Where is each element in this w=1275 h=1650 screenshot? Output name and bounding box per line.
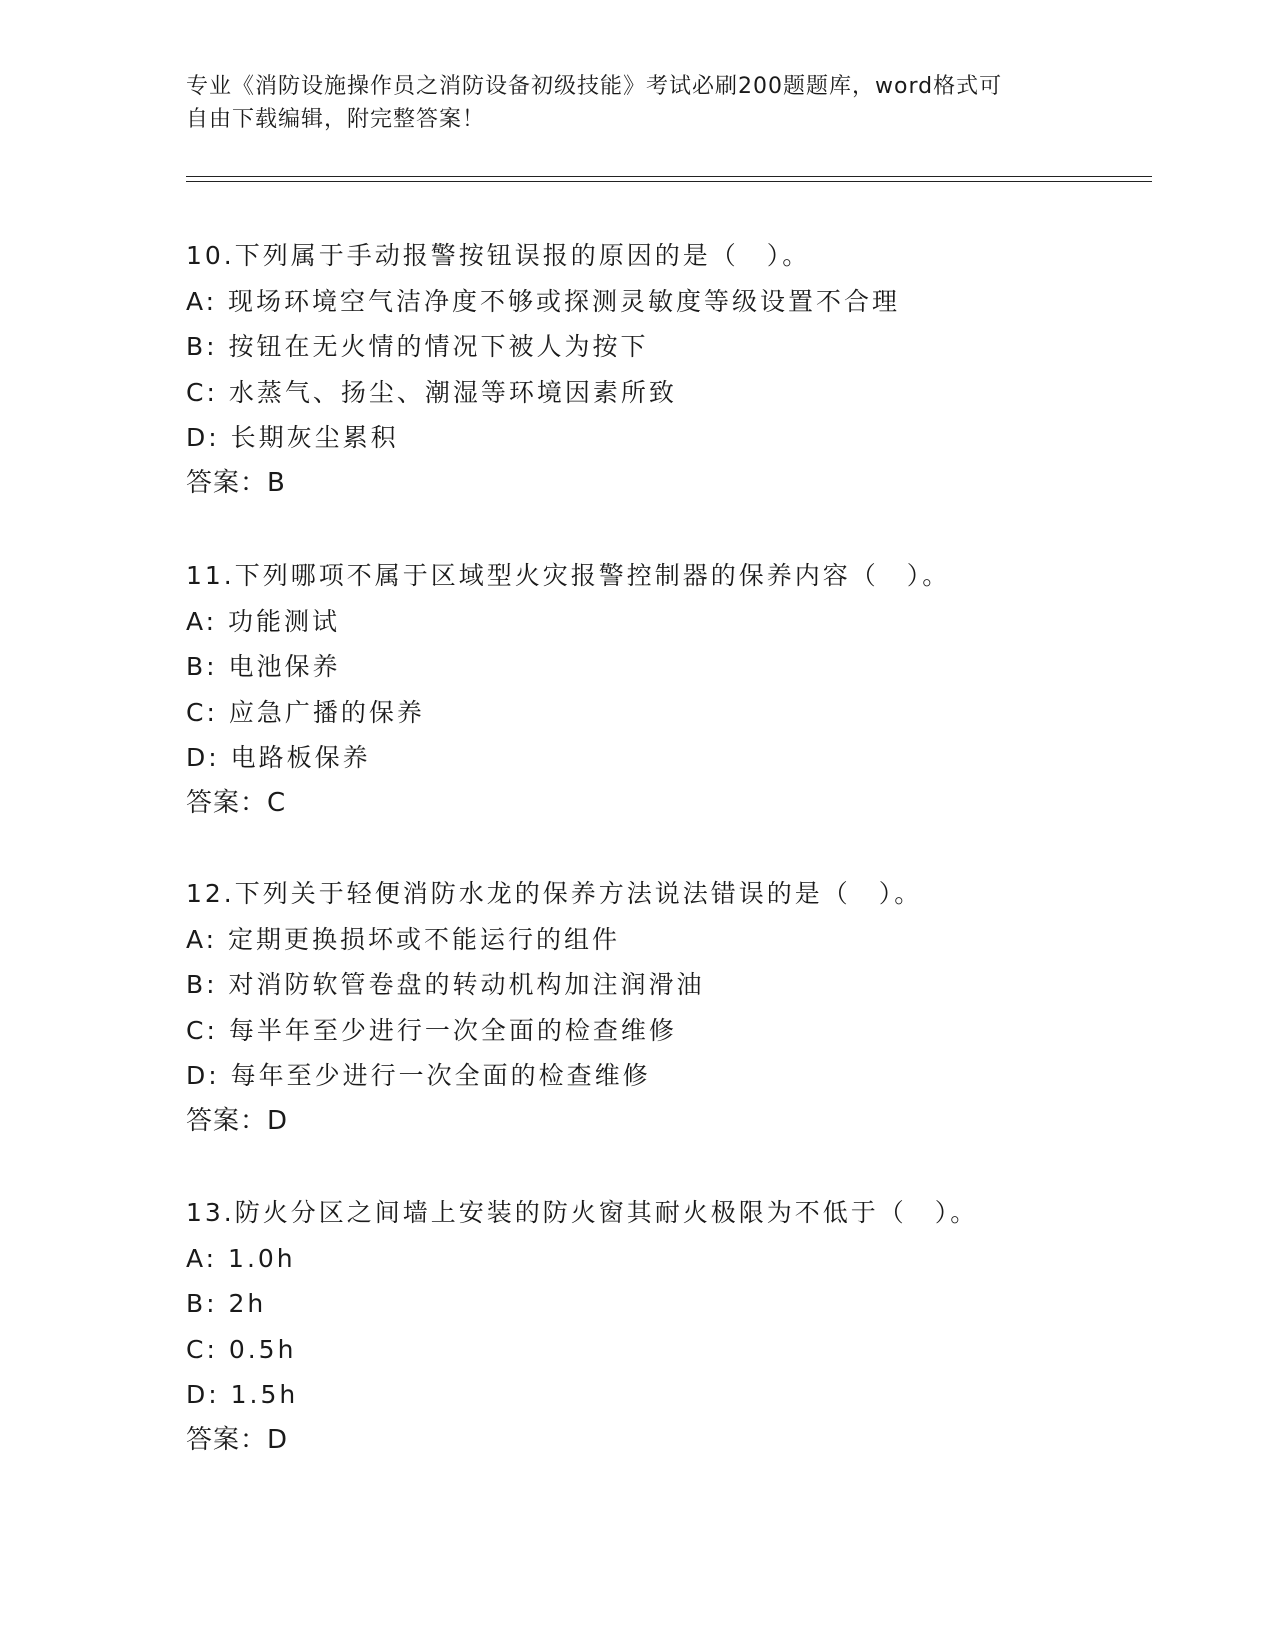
answer-line bbox=[186, 1099, 1146, 1145]
answer-label: 答案： bbox=[186, 1424, 268, 1455]
answer-label: 答案： bbox=[186, 787, 268, 818]
document-header bbox=[186, 70, 1066, 136]
option-c: C: 每半年至少进行一次全面的检查维修 bbox=[186, 1015, 677, 1045]
answer-value: D bbox=[267, 1105, 288, 1136]
question-stem: 13.防火分区之间墙上安装的防火窗其耐火极限为不低于（ ）。 bbox=[186, 1198, 979, 1227]
answer-line bbox=[186, 781, 1146, 827]
option-b: B: 2h bbox=[186, 1289, 267, 1318]
option-a: A: 功能测试 bbox=[186, 606, 341, 636]
option-c: C: 0.5h bbox=[186, 1334, 297, 1364]
option-a: A: 1.0h bbox=[186, 1243, 296, 1273]
option-d: D: 1.5h bbox=[186, 1380, 299, 1409]
answer-value: B bbox=[267, 467, 285, 498]
question-stem: 10.下列属于手动报警按钮误报的原因的是（ ）。 bbox=[186, 241, 811, 270]
option-b: B: 电池保养 bbox=[186, 652, 341, 681]
answer-value: C bbox=[267, 787, 286, 818]
option-c: C: 水蒸气、扬尘、潮湿等环境因素所致 bbox=[186, 377, 677, 407]
option-c: C: 应急广播的保养 bbox=[186, 697, 425, 727]
question-block-13 bbox=[186, 1190, 1146, 1463]
question-block-12 bbox=[186, 871, 1146, 1144]
option-d: D: 每年至少进行一次全面的检查维修 bbox=[186, 1061, 651, 1090]
question-block-11 bbox=[186, 553, 1146, 826]
option-b: B: 对消防软管卷盘的转动机构加注润滑油 bbox=[186, 970, 705, 999]
header-line-2: 自由下载编辑，附完整答案！ bbox=[186, 107, 486, 132]
option-b: B: 按钮在无火情的情况下被人为按下 bbox=[186, 332, 649, 361]
answer-line bbox=[186, 1418, 1146, 1464]
option-d: D: 长期灰尘累积 bbox=[186, 423, 399, 452]
question-stem: 11.下列哪项不属于区域型火灾报警控制器的保养内容（ ）。 bbox=[186, 561, 951, 590]
answer-value: D bbox=[267, 1424, 288, 1455]
question-block-10 bbox=[186, 233, 1146, 506]
option-a: A: 现场环境空气洁净度不够或探测灵敏度等级设置不合理 bbox=[186, 286, 901, 316]
header-divider-bottom bbox=[186, 181, 1152, 182]
answer-label: 答案： bbox=[186, 1105, 268, 1136]
option-a: A: 定期更换损坏或不能运行的组件 bbox=[186, 924, 621, 954]
question-stem: 12.下列关于轻便消防水龙的保养方法说法错误的是（ ）。 bbox=[186, 879, 923, 908]
header-line-1: 专业《消防设施操作员之消防设备初级技能》考试必刷200题题库，word格式可 bbox=[186, 74, 1003, 99]
header-divider-top bbox=[186, 176, 1152, 177]
option-d: D: 电路板保养 bbox=[186, 743, 371, 772]
answer-label: 答案： bbox=[186, 467, 268, 498]
answer-line bbox=[186, 461, 1146, 507]
